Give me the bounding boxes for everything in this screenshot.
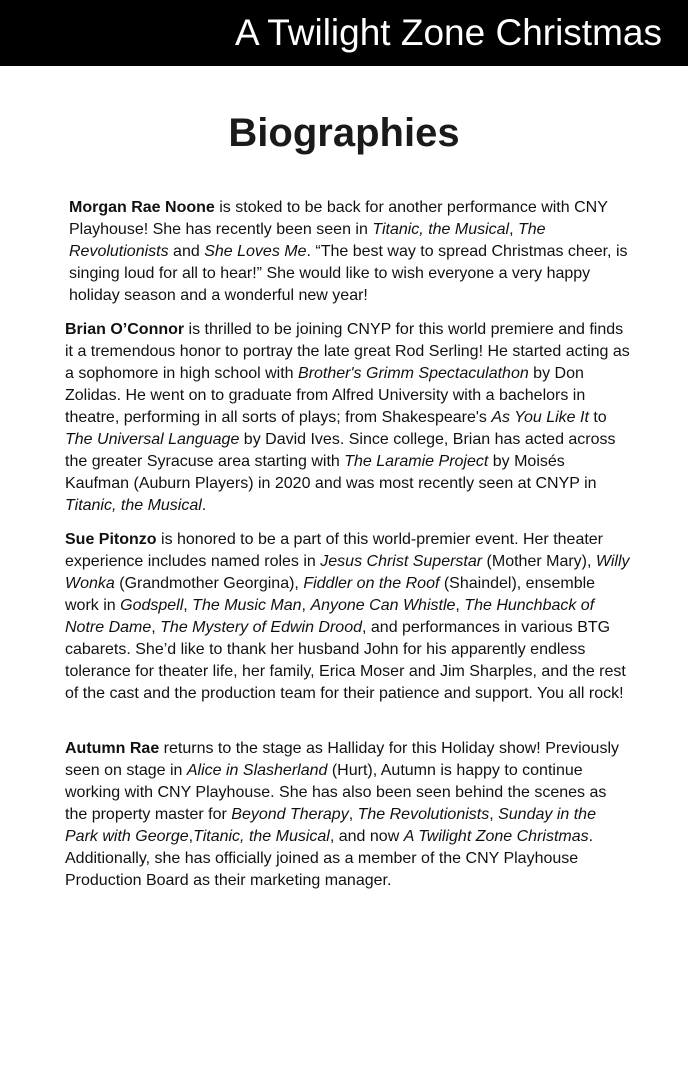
production-title: Brother's Grimm Spectaculathon xyxy=(298,365,529,382)
bio-text: by David Ives. Since college, Brian has acted across the greater Syracuse area starting with xyxy=(65,431,616,470)
bio-paragraph xyxy=(65,529,630,705)
production-title: The Music Man xyxy=(192,597,302,614)
bio-text: is honored to be a part of this world-premier event. Her theater experience includes named roles in xyxy=(65,531,604,570)
production-title: The Universal Language xyxy=(65,431,240,448)
bio-text: . xyxy=(201,497,207,514)
production-title: Willy Wonka xyxy=(65,553,630,592)
bio-text: , xyxy=(455,597,465,614)
page-title: Biographies xyxy=(228,111,460,155)
production-title: She Loves Me xyxy=(204,243,307,260)
production-title: A Twilight Zone Christmas xyxy=(403,828,589,845)
production-title: Godspell xyxy=(120,597,184,614)
bio-text: returns to the stage as Halliday for this Holiday show! Previously seen on stage in xyxy=(65,740,619,779)
bio-text: by Moisés Kaufman (Auburn Players) in 2020 and was most recently seen at CNYP in xyxy=(65,453,597,492)
bio-text: by Don Zolidas. He went on to graduate from Alfred University with a bachelors in theatre, performing in all sorts of plays; from Shakespeare's xyxy=(65,365,586,426)
bio-text: and xyxy=(168,243,205,260)
show-title: A Twilight Zone Christmas xyxy=(234,12,662,53)
bio-text: , xyxy=(301,597,311,614)
production-title: Sunday in the Park with George xyxy=(65,806,596,845)
bio-paragraph xyxy=(69,197,629,307)
bio-text: is stoked to be back for another performance with CNY Playhouse! She has recently been seen in xyxy=(69,199,608,238)
production-title: Beyond Therapy xyxy=(231,806,349,823)
production-title: Jesus Christ Superstar xyxy=(320,553,483,570)
bio-name: Brian O’Connor xyxy=(65,321,185,338)
bio-text: , and performances in various BTG cabarets. She’d like to thank her husband John for his apparently endless tolerance for theater life, her family, Erica Moser and Jim Sharples, and the rest of the cast and the production team for their patience and support. You all rock! xyxy=(65,619,626,702)
production-title: The Revolutionists xyxy=(357,806,490,823)
bio-text: is thrilled to be joining CNYP for this world premiere and finds it a tremendous honor to portray the late great Rod Serling! He started acting as a sophomore in high school with xyxy=(65,321,630,382)
production-title: The Revolutionists xyxy=(69,221,546,260)
production-title: Titanic, the Musical xyxy=(65,497,202,514)
bio-text: . “The best way to spread Christmas cheer, is singing loud for all to hear!” She would like to wish everyone a very happy holiday season and a wonderful new year! xyxy=(69,243,628,304)
production-title: The Laramie Project xyxy=(344,453,489,470)
production-title: Fiddler on the Roof xyxy=(303,575,440,592)
production-title: The Hunchback of Notre Dame xyxy=(65,597,595,636)
bio-paragraph xyxy=(65,738,630,892)
bio-text: (Mother Mary), xyxy=(482,553,596,570)
production-title: The Mystery of Edwin Drood xyxy=(160,619,362,636)
bio-paragraph xyxy=(65,319,630,517)
bio-name: Sue Pitonzo xyxy=(65,531,157,548)
bio-text: , and now xyxy=(329,828,404,845)
production-title: Titanic, the Musical xyxy=(372,221,510,238)
production-title: Alice in Slasherland xyxy=(186,762,328,779)
bio-text: . Additionally, she has officially joined as a member of the CNY Playhouse Production Board as their marketing manager. xyxy=(65,828,594,889)
bio-text: , xyxy=(151,619,161,636)
bio-text: , xyxy=(188,828,194,845)
bio-text: to xyxy=(588,409,607,426)
bio-text: (Hurt), Autumn is happy to continue working with CNY Playhouse. She has also been seen behind the scenes as the property master for xyxy=(65,762,607,823)
production-title: As You Like It xyxy=(491,409,589,426)
production-title: Titanic, the Musical xyxy=(193,828,330,845)
bio-name: Morgan Rae Noone xyxy=(69,199,215,216)
bio-text: (Grandmother Georgina), xyxy=(114,575,304,592)
header-banner xyxy=(0,0,688,66)
bio-text: , xyxy=(348,806,358,823)
bio-text: , xyxy=(183,597,193,614)
bio-name: Autumn Rae xyxy=(65,740,160,757)
bio-text: , xyxy=(509,221,518,238)
bio-text: (Shaindel), ensemble work in xyxy=(65,575,596,614)
production-title: Anyone Can Whistle xyxy=(310,597,456,614)
bio-text: , xyxy=(489,806,499,823)
